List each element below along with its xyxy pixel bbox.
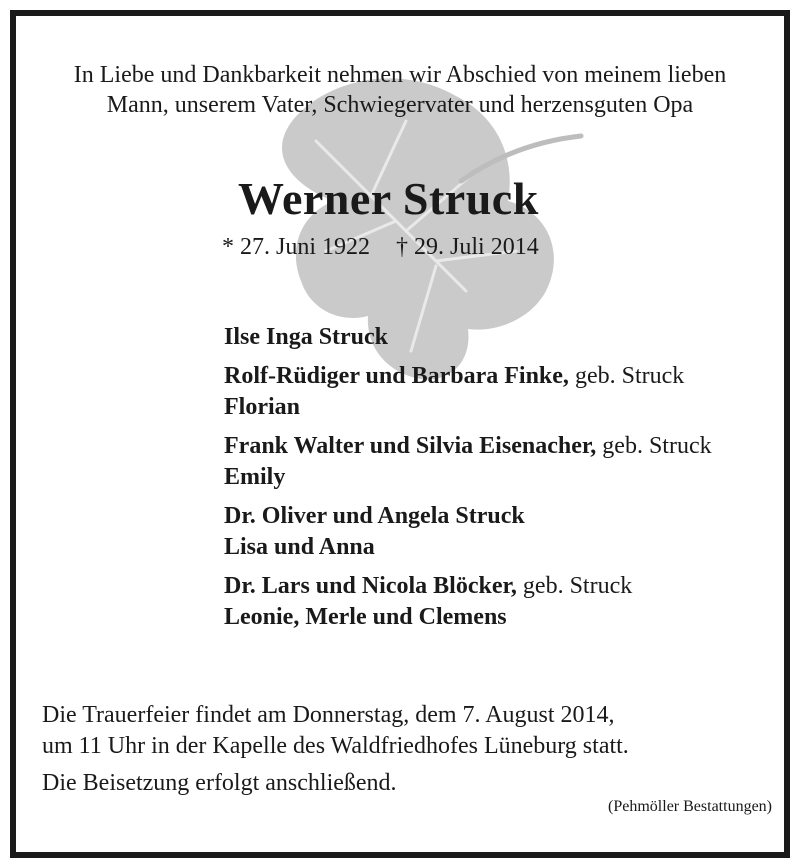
family-group	[224, 322, 712, 353]
family-line	[224, 431, 712, 462]
family-line	[224, 602, 712, 633]
family-line	[224, 571, 712, 602]
burial-note: Die Beisetzung erfolgt anschließend.	[42, 770, 397, 796]
intro-text	[16, 60, 784, 120]
family-group	[224, 571, 712, 633]
family-member-name: Ilse Inga Struck	[224, 324, 389, 350]
family-group	[224, 431, 712, 493]
death-date: † 29. Juli 2014	[396, 234, 539, 260]
birth-date: * 27. Juni 1922	[222, 234, 371, 260]
family-list	[224, 322, 712, 641]
family-member-name: Dr. Lars und Nicola Blöcker,	[224, 573, 517, 599]
service-line: um 11 Uhr in der Kapelle des Waldfriedhofes Lüneburg statt.	[42, 733, 629, 759]
family-member-name: Frank Walter und Silvia Eisenacher,	[224, 433, 597, 459]
family-line	[224, 501, 712, 532]
family-member-name: Leonie, Merle und Clemens	[224, 604, 507, 630]
family-line	[224, 532, 712, 563]
intro-line: Mann, unserem Vater, Schwiegervater und herzensguten Opa	[106, 92, 694, 118]
family-member-name: Lisa und Anna	[224, 534, 375, 560]
maiden-name-note: geb. Struck	[516, 573, 633, 599]
service-line: Die Trauerfeier findet am Donnerstag, dem 7. August 2014,	[42, 702, 615, 728]
family-line	[224, 392, 712, 423]
maiden-name-note: geb. Struck	[568, 363, 685, 389]
family-member-name: Rolf-Rüdiger und Barbara Finke,	[224, 363, 569, 389]
family-group	[224, 501, 712, 563]
family-line	[224, 462, 712, 493]
family-member-name: Emily	[224, 464, 286, 490]
maiden-name-note: geb. Struck	[596, 433, 712, 459]
undertaker-credit: (Pehmöller Bestattungen)	[608, 798, 772, 815]
service-info	[42, 700, 629, 799]
intro-line: In Liebe und Dankbarkeit nehmen wir Abschied von meinem lieben	[73, 62, 727, 88]
family-member-name: Dr. Oliver und Angela Struck	[224, 503, 525, 529]
family-group	[224, 361, 712, 423]
family-member-name: Florian	[224, 394, 300, 420]
life-dates	[222, 234, 539, 261]
family-line	[224, 322, 712, 353]
family-line	[224, 361, 712, 392]
deceased-name: Werner Struck	[238, 173, 539, 224]
obituary-notice	[10, 10, 790, 858]
